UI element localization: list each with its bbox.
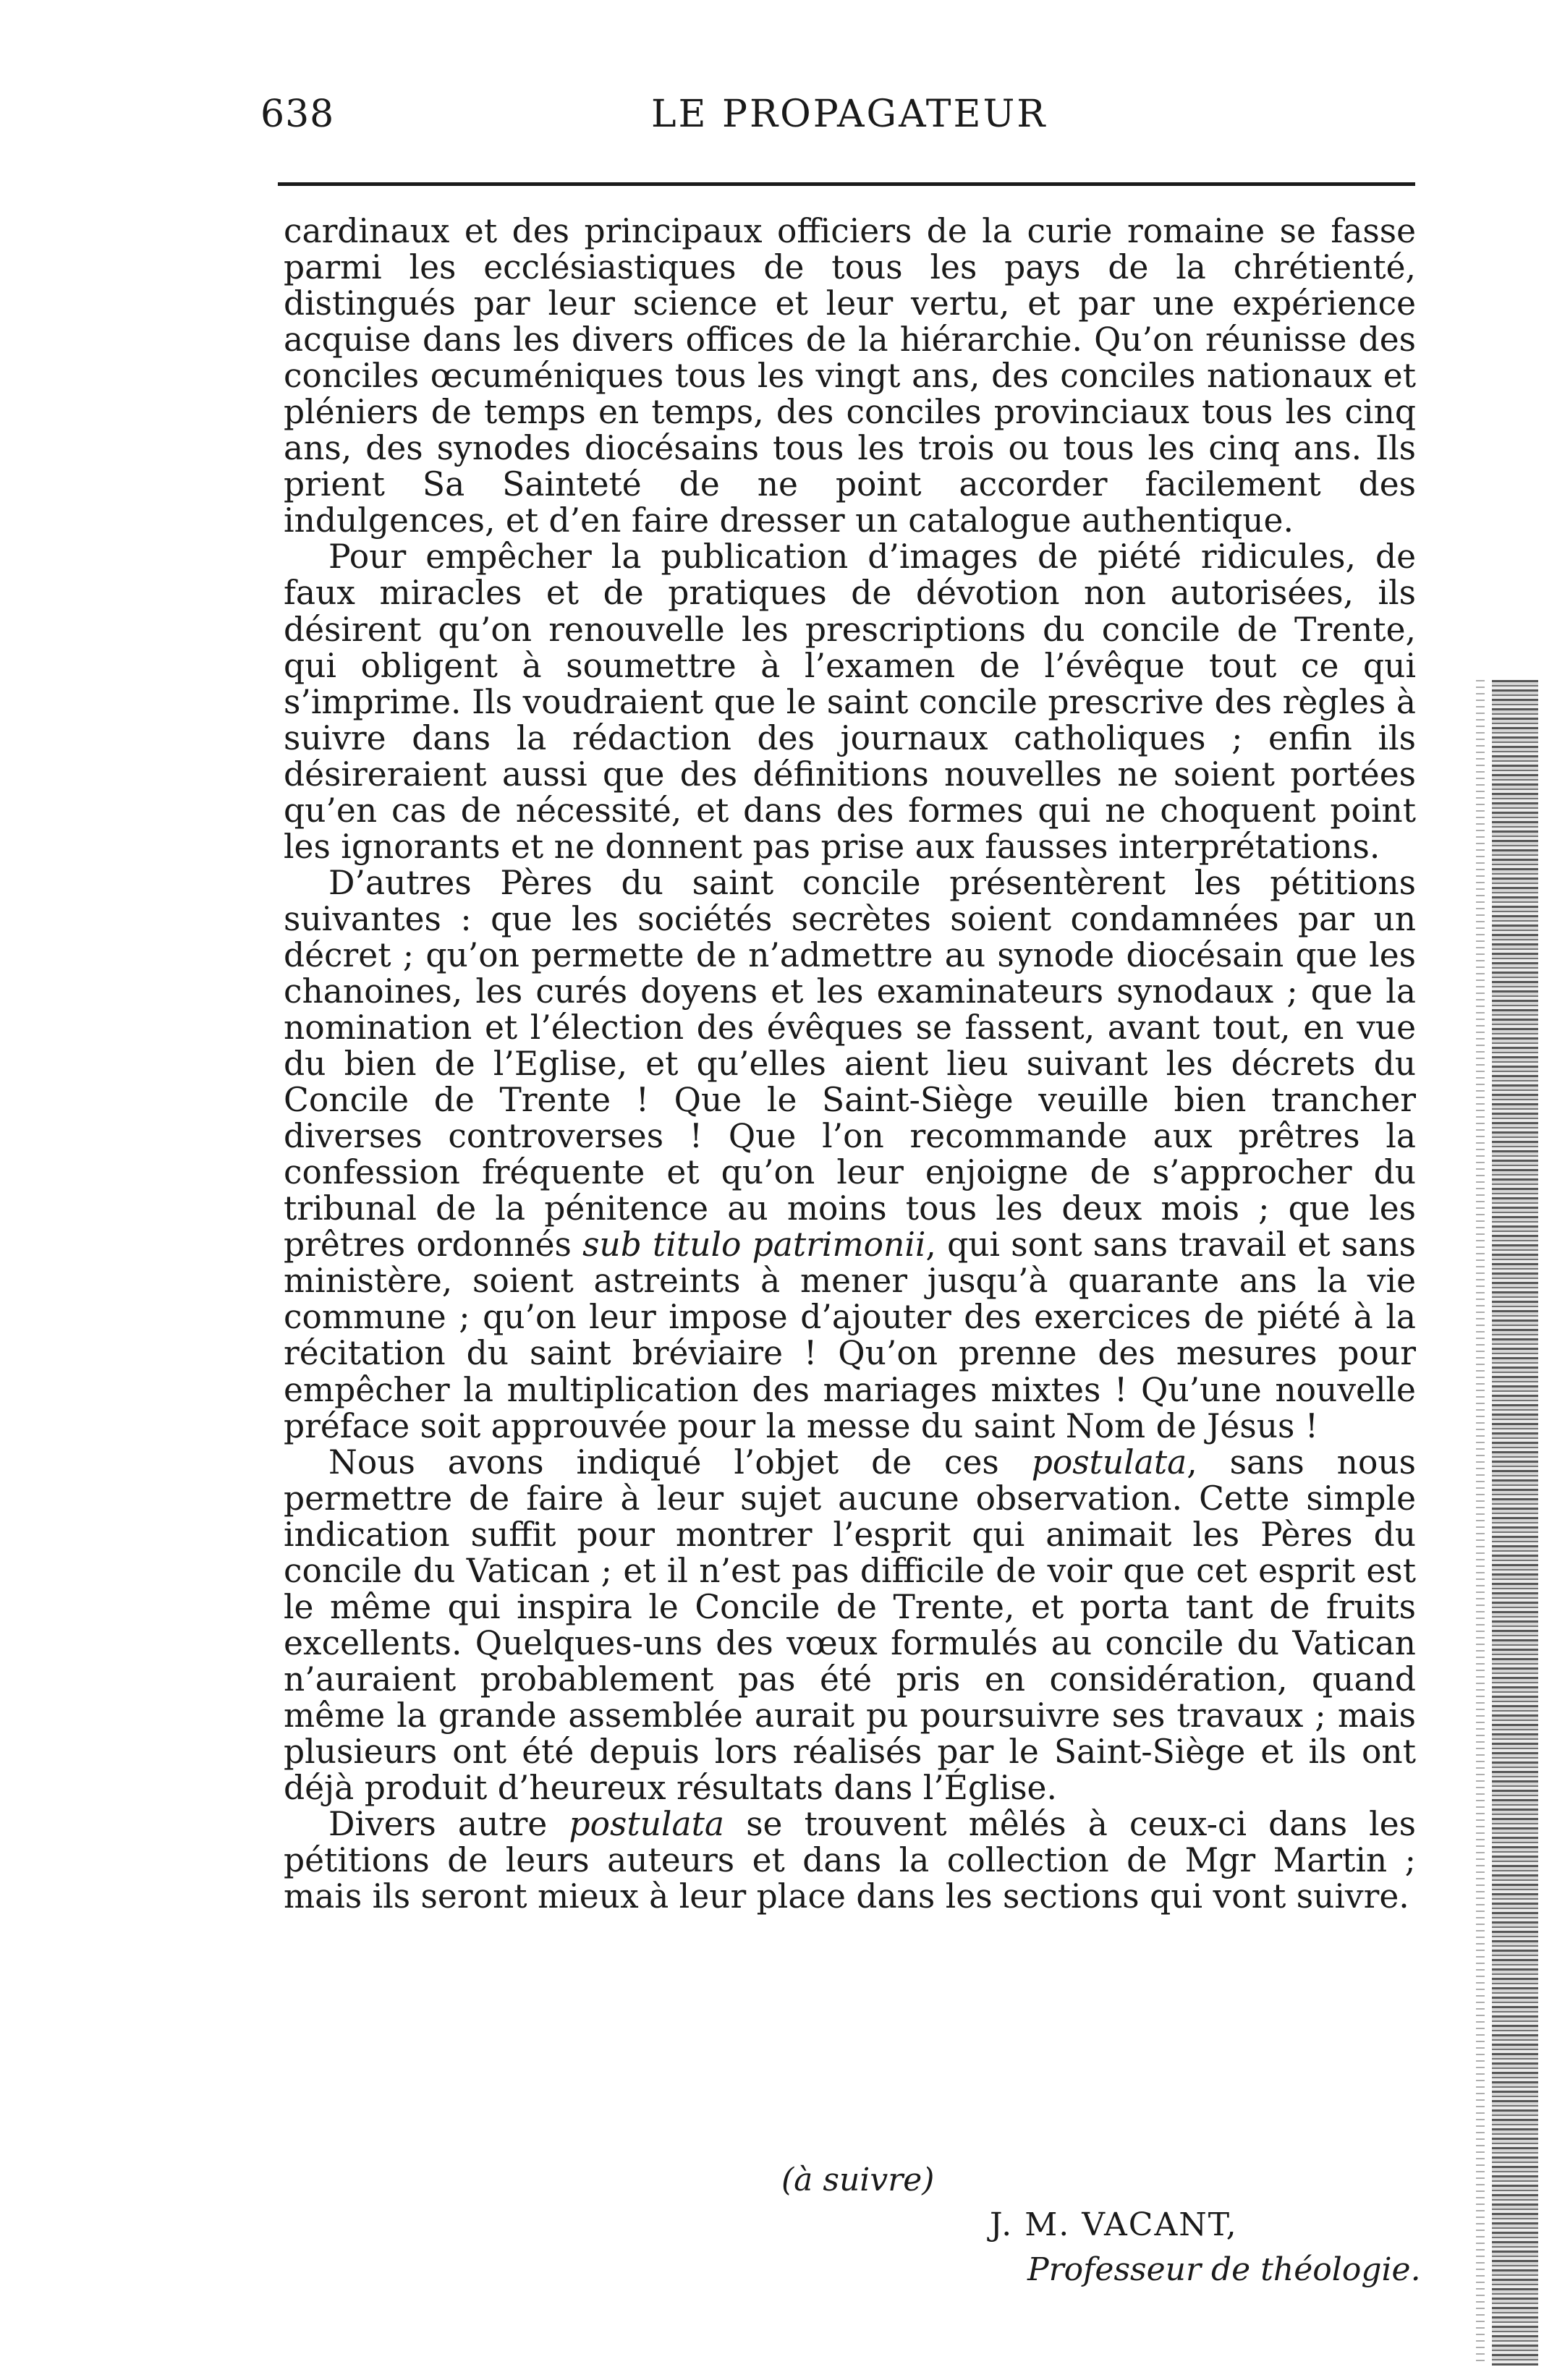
header-rule xyxy=(278,182,1415,186)
running-title: LE PROPAGATEUR xyxy=(651,93,1048,136)
postulata-term: postulata xyxy=(1031,1442,1187,1482)
paragraph-3-text-before: D’autres Pères du saint concile présentèrent les pétitions suivantes : que les sociétés secrètes soient condamnées par un décret ; qu’on permette de n’admettre au synode diocésain que les chanoines, les curés doyens et les examinateurs synodaux ; que la nomination et l’élection des évêques se fassent, avant tout, en vue du bien de l’Eglise, et qu’elles aient lieu suivant les décrets du Concile de Trente ! Que le Saint-Siège veuille bien trancher diverses controverses ! Que l’on recommande aux prêtres la confession fréquente et qu’on leur enjoigne de s’approcher du tribunal de la pénitence au moins tous les deux mois ; que les prêtres ordonnés xyxy=(284,863,1416,1265)
paragraph-5 xyxy=(284,1806,1416,1915)
latin-phrase: sub titulo patrimonii xyxy=(582,1225,926,1265)
paragraph-4 xyxy=(284,1442,1416,1808)
page-number: 638 xyxy=(260,93,335,136)
paragraph-3 xyxy=(284,865,1416,1445)
paragraph-2: Pour empêcher la publication d’images de piété ridicules, de faux miracles et de pratiques de dévotion non autorisées, ils désirent qu’on renouvelle les prescriptions du concile de Trente, qui obligent à soumettre à l’examen de l’évêque tout ce qui s’imprime. Ils voudraient que le saint concile prescrive des règles à suivre dans la rédaction des journaux catholiques ; enfin ils désireraient aussi que des définitions nouvelles ne soient portées qu’en cas de nécessité, et dans des formes qui ne choquent point les ignorants et ne donnent pas prise aux fausses interprétations. xyxy=(284,537,1416,866)
postulata-term: postulata xyxy=(569,1805,725,1844)
paragraph-4-text-after: , sans nous permettre de faire à leur sujet aucune observation. Cette simple indication suffit pour montrer l’esprit qui animait les Pères du concile du Vatican ; et il n’est pas difficile de voir que cet esprit est le même qui inspira le Concile de Trente, et porta tant de fruits excellents. Quelques-uns des vœux formulés au concile du Vatican n’auraient probablement pas été pris en considération, quand même la grande assemblée aurait pu poursuivre ses travaux ; mais plusieurs ont été depuis lors réalisés par le Saint-Siège et ils ont déjà produit d’heureux résultats dans l’Église. xyxy=(284,1442,1416,1808)
body-text xyxy=(284,213,1416,1915)
page-binding-edge xyxy=(1492,680,1538,2366)
author-title: Professeur de théologie. xyxy=(1027,2251,1421,2288)
paragraph-3-text-after: , qui sont sans travail et sans ministère, soient astreints à mener jusqu’à quarante ans la vie commune ; qu’on leur impose d’ajouter des exercices de piété à la récitation du saint bréviaire ! Qu’on prenne des mesures pour empêcher la multiplication des mariages mixtes ! Qu’une nouvelle préface soit approuvée pour la messe du saint Nom de Jésus ! xyxy=(284,1225,1416,1445)
paragraph-5-text-after: se trouvent mêlés à ceux-ci dans les pétitions de leurs auteurs et dans la collection de Mgr Martin ; mais ils seront mieux à leur place dans les sections qui vont suivre. xyxy=(284,1805,1417,1916)
paragraph-5-text-before: Divers autre xyxy=(328,1805,548,1844)
page-header xyxy=(260,93,1433,158)
paragraph-4-text-before: Nous avons indiqué l’objet de ces xyxy=(328,1442,999,1482)
author-signature: J. M. VACANT, xyxy=(990,2206,1238,2243)
page-binding-shadow xyxy=(1476,680,1485,2366)
to-be-continued: (à suivre) xyxy=(781,2162,935,2198)
paragraph-1: cardinaux et des principaux officiers de la curie romaine se fasse parmi les ecclésiastiques de tous les pays de la chrétienté, distingués par leur science et leur vertu, et par une expérience acquise dans les divers offices de la hiérarchie. Qu’on réunisse des conciles œcuméniques tous les vingt ans, des conciles nationaux et pléniers de temps en temps, des conciles provinciaux tous les cinq ans, des synodes diocésains tous les trois ou tous les cinq ans. Ils prient Sa Sainteté de ne point accorder facilement des indulgences, et d’en faire dresser un catalogue authentique. xyxy=(284,212,1416,540)
